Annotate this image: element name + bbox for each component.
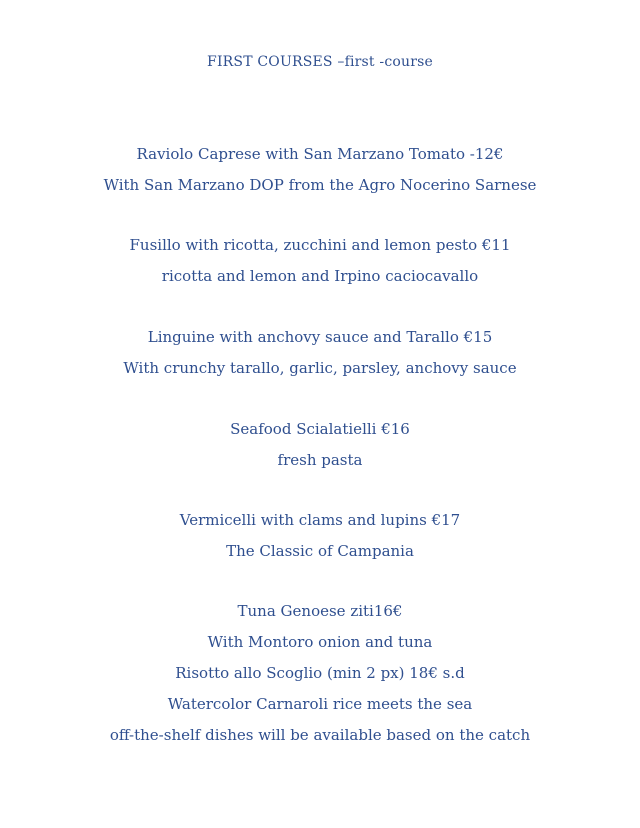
- menu-heading: FIRST COURSES –first -course: [207, 54, 433, 70]
- dish-name: Fusillo with ricotta, zucchini and lemon pesto €11: [129, 236, 511, 254]
- dish-name: Seafood Scialatielli €16: [230, 420, 410, 438]
- dish-name: Tuna Genoese ziti16€: [237, 602, 403, 620]
- dish-description: Watercolor Carnaroli rice meets the sea: [167, 695, 473, 713]
- dish-name: Risotto allo Scoglio (min 2 px) 18€ s.d: [175, 664, 465, 682]
- dish-description: fresh pasta: [277, 451, 363, 469]
- dish-description: With crunchy tarallo, garlic, parsley, anchovy sauce: [123, 359, 517, 377]
- dish-name: Vermicelli with clams and lupins €17: [179, 511, 461, 529]
- dish-description: ricotta and lemon and Irpino caciocavallo: [161, 267, 479, 285]
- dish-description: With San Marzano DOP from the Agro Nocerino Sarnese: [103, 176, 537, 194]
- dish-description: The Classic of Campania: [226, 542, 414, 560]
- menu-footnote: off-the-shelf dishes will be available based on the catch: [109, 726, 531, 744]
- dish-name: Raviolo Caprese with San Marzano Tomato -12€: [136, 145, 504, 163]
- dish-name: Linguine with anchovy sauce and Tarallo €15: [147, 328, 493, 346]
- dish-description: With Montoro onion and tuna: [207, 633, 433, 651]
